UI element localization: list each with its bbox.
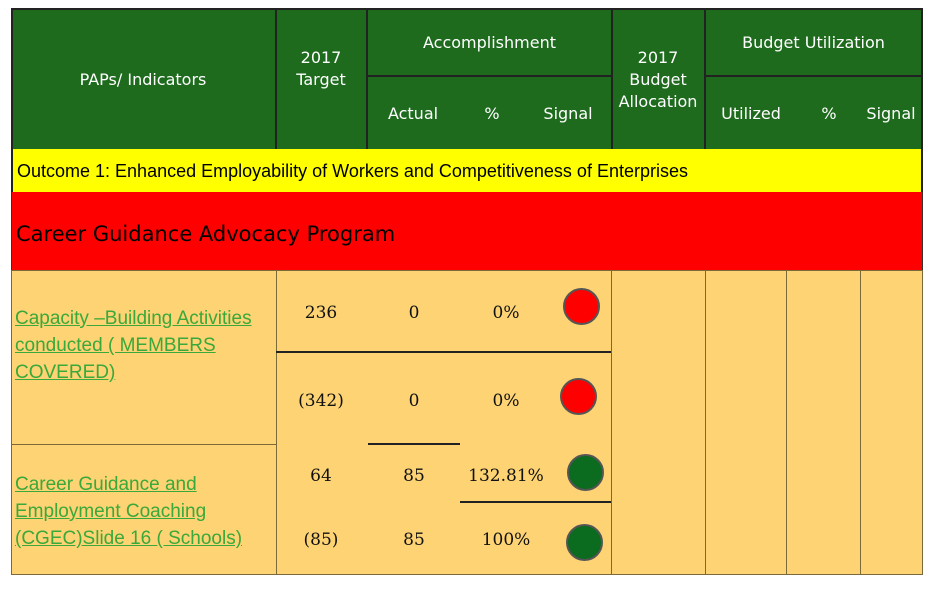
header-percent: % [484,104,500,123]
header-divider [921,9,923,149]
outcome-row [11,149,923,192]
program-text: Career Guidance Advocacy Program [16,222,396,246]
header-divider [704,9,706,149]
percent-value: 0% [492,391,520,411]
percent-value: 0% [492,303,520,323]
header-target [277,47,365,91]
header-util-signal: Signal [866,104,916,123]
indicator-link-career-guidance[interactable]: Career Guidance and Employment Coaching (CGEC)Slide 16 ( Schools) [15,474,243,549]
header-budget-year: 2017 [637,48,679,67]
column-divider [276,270,277,575]
header-actual: Actual [387,104,439,123]
actual-value: 85 [403,530,425,550]
header-budget-label: Budget [629,70,687,89]
outcome-text: Outcome 1: Enhanced Employability of Workers and Competitiveness of Enterprises [17,161,688,181]
header-target-year: 2017 [300,48,342,67]
row-divider [276,351,611,353]
header-budget-allocation [613,47,703,113]
signal-green-icon [566,524,603,561]
row-divider [11,444,277,445]
actual-value: 0 [408,391,420,411]
signal-red-icon [560,378,597,415]
actual-value: 0 [408,303,420,323]
header-allocation-label: Allocation [618,92,698,111]
column-divider [611,270,612,575]
signal-green-icon [567,454,604,491]
target-value: (342) [298,391,344,411]
header-divider [704,75,923,77]
header-util-percent: % [821,104,837,123]
header-paps-indicators: PAPs/ Indicators [79,70,207,89]
column-divider [705,270,706,575]
header-utilized: Utilized [721,104,781,123]
percent-value: 100% [481,530,531,550]
target-value: 236 [304,303,338,323]
target-value: 64 [310,466,332,486]
header-divider [366,9,368,149]
actual-value: 85 [403,466,425,486]
header-signal: Signal [543,104,593,123]
signal-red-icon [563,288,600,325]
header-divider [11,9,13,149]
row-divider [460,501,611,503]
header-budget-utilization: Budget Utilization [742,33,885,52]
header-divider [366,75,613,77]
target-value: (85) [303,530,339,550]
row-divider [368,443,460,445]
column-divider [786,270,787,575]
indicator-link-capacity-building[interactable]: Capacity –Building Activities conducted ( MEMBERS COVERED) [15,308,252,383]
program-row [11,192,923,270]
percent-value: 132.81% [468,466,544,486]
header-top-border [11,8,923,10]
column-divider [860,270,861,575]
header-accomplishment: Accomplishment [423,33,556,52]
header-target-label: Target [296,70,346,89]
